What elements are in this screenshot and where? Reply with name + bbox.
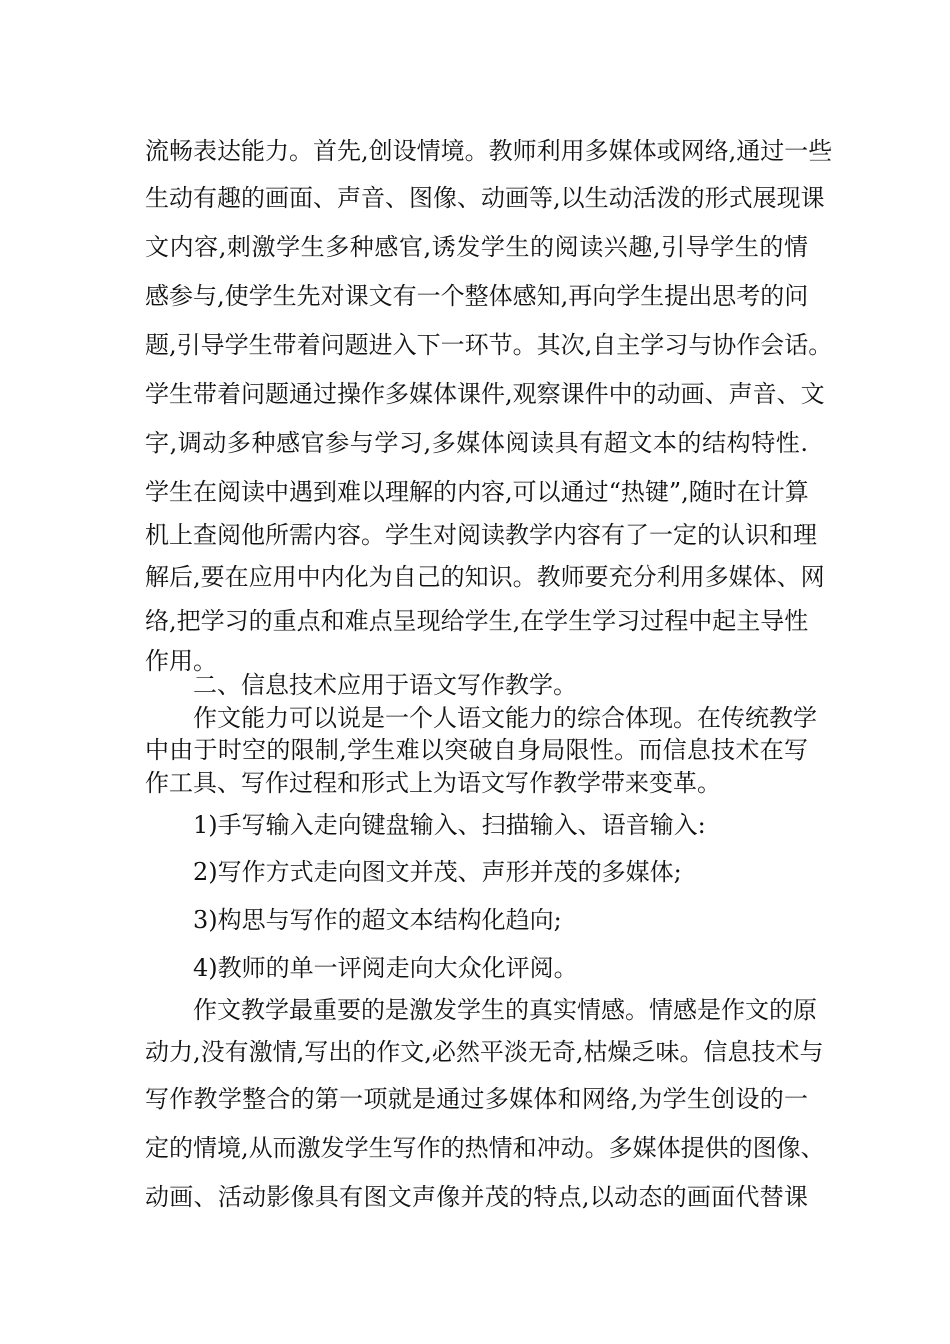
section-heading: 二、信息技术应用于语文写作教学。 xyxy=(193,671,577,699)
list-item: 2)写作方式走向图文并茂、声形并茂的多媒体; xyxy=(193,858,682,886)
paragraph-line: 定的情境,从而激发学生写作的热情和冲动。多媒体提供的图像、 xyxy=(145,1134,825,1162)
paragraph-line: 作文教学最重要的是激发学生的真实情感。情感是作文的原 xyxy=(193,996,817,1024)
paragraph-line: 作用。 xyxy=(145,647,217,675)
paragraph-line: 文内容,刺激学生多种感官,诱发学生的阅读兴趣,引导学生的情 xyxy=(145,233,808,261)
paragraph-line: 字,调动多种感官参与学习,多媒体阅读具有超文本的结构特性. xyxy=(145,429,808,457)
paragraph-line: 流畅表达能力。首先,创设情境。教师利用多媒体或网络,通过一些 xyxy=(145,137,833,165)
paragraph-line: 机上查阅他所需内容。学生对阅读教学内容有了一定的认识和理 xyxy=(145,521,817,549)
paragraph-line: 学生带着问题通过操作多媒体课件,观察课件中的动画、声音、文 xyxy=(145,380,825,408)
paragraph-line: 动画、活动影像具有图文声像并茂的特点,以动态的画面代替课 xyxy=(145,1183,808,1211)
list-item: 3)构思与写作的超文本结构化趋向; xyxy=(193,906,562,934)
paragraph-line: 动力,没有激情,写出的作文,必然平淡无奇,枯燥乏味。信息技术与 xyxy=(145,1038,824,1066)
paragraph-line: 作工具、写作过程和形式上为语文写作教学带来变革。 xyxy=(145,769,721,797)
paragraph-line: 题,引导学生带着问题进入下一环节。其次,自主学习与协作会话。 xyxy=(145,331,833,359)
paragraph-line: 络,把学习的重点和难点呈现给学生,在学生学习过程中起主导性 xyxy=(145,607,809,635)
paragraph-line: 生动有趣的画面、声音、图像、动画等,以生动活泼的形式展现课 xyxy=(145,184,825,212)
paragraph-line: 学生在阅读中遇到难以理解的内容,可以通过“热键”,随时在计算 xyxy=(145,478,809,506)
list-item: 1)手写输入走向键盘输入、扫描输入、语音输入: xyxy=(193,811,706,839)
paragraph-line: 感参与,使学生先对课文有一个整体感知,再向学生提出思考的问 xyxy=(145,282,809,310)
paragraph-line: 写作教学整合的第一项就是通过多媒体和网络,为学生创设的一 xyxy=(145,1085,808,1113)
list-item: 4)教师的单一评阅走向大众化评阅。 xyxy=(193,954,578,982)
paragraph-line: 中由于时空的限制,学生难以突破自身局限性。而信息技术在写 xyxy=(145,736,808,764)
paragraph-line: 解后,要在应用中内化为自己的知识。教师要充分利用多媒体、网 xyxy=(145,563,825,591)
paragraph-line: 作文能力可以说是一个人语文能力的综合体现。在传统教学 xyxy=(193,704,817,732)
